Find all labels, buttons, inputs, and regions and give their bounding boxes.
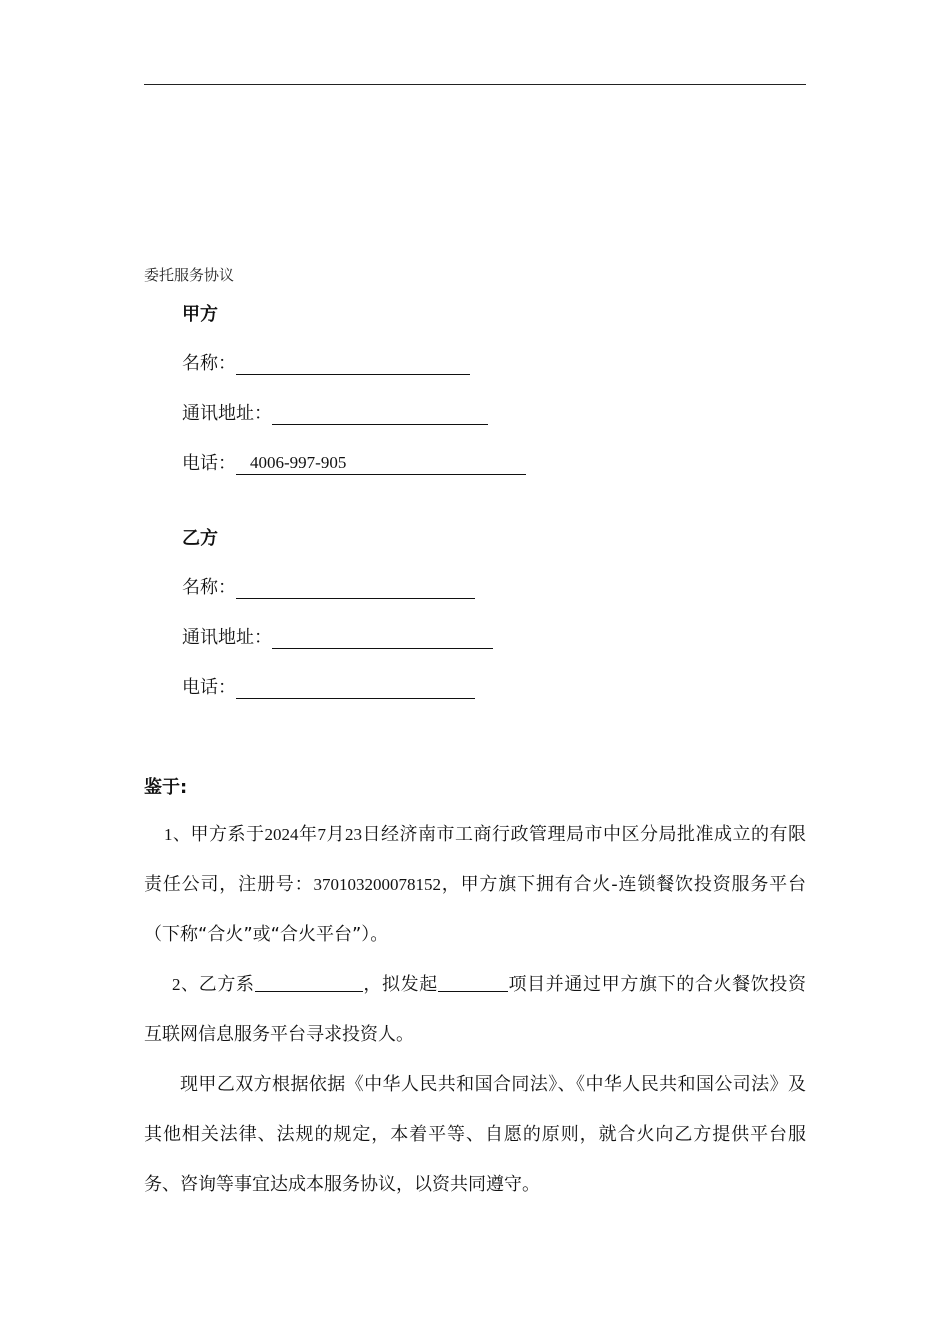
party-b-phone-blank	[236, 676, 475, 699]
party-b-phone-field	[182, 673, 475, 699]
party-a-name-blank	[236, 352, 470, 375]
party-b-name-blank	[236, 576, 475, 599]
party-a-name-field	[182, 349, 470, 375]
document-title: 委托服务协议	[144, 266, 235, 284]
project-name-blank	[438, 971, 508, 992]
party-b-name-field	[182, 573, 475, 599]
party-b-description-blank	[255, 971, 363, 992]
party-b-phone-label: 电话：	[182, 677, 236, 698]
party-a-phone-field	[182, 449, 526, 475]
header-rule	[144, 84, 806, 85]
party-b-heading: 乙方	[182, 528, 218, 549]
party-a-phone-blank	[236, 452, 526, 475]
recital-paragraph-3: 现甲乙双方根据依据《中华人民共和国合同法》、《中华人民共和国公司法》及其他相关法律、法规的规定，本着平等、自愿的原则，就合火向乙方提供平台服务、咨询等事宜达成本服务协议，以资共同遵守。	[144, 1074, 806, 1195]
party-a-phone-value: 4006-997-905	[250, 453, 347, 472]
recital-paragraph-1: 1、甲方系于2024年7月23日经济南市工商行政管理局市中区分局批准成立的有限责任公司，注册号：370103200078152，甲方旗下拥有合火-连锁餐饮投资服务平台（下称“合火”或“合火平台”）。	[144, 824, 806, 945]
party-a-phone-label: 电话：	[182, 453, 236, 474]
party-a-name-label: 名称：	[182, 353, 236, 374]
recitals-heading: 鉴于:	[144, 777, 188, 798]
party-b-address-field	[182, 623, 493, 649]
recital-paragraph-2: 2、乙方系 ，拟发起 项目并通过甲方旗下的合火餐饮投资互联网信息服务平台寻求投资人。	[144, 960, 806, 1060]
party-b-address-blank	[272, 626, 493, 649]
party-a-address-field	[182, 399, 488, 425]
party-b-name-label: 名称：	[182, 577, 236, 598]
party-a-address-blank	[272, 402, 488, 425]
party-a-address-label: 通讯地址：	[182, 403, 272, 424]
party-a-heading: 甲方	[182, 304, 218, 325]
party-b-address-label: 通讯地址：	[182, 627, 272, 648]
